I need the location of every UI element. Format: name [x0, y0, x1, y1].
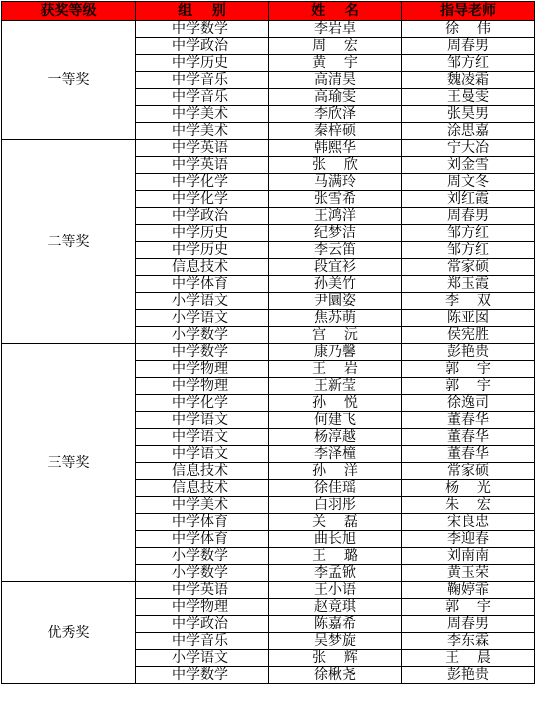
student-name-cell: 关 磊 [269, 514, 402, 531]
student-name-cell: 黄 宇 [269, 55, 402, 72]
student-name-cell: 何建飞 [269, 412, 402, 429]
student-name-cell: 高瑜雯 [269, 89, 402, 106]
student-name-cell: 秦梓硕 [269, 123, 402, 140]
group-cell: 小学语文 [136, 293, 269, 310]
group-cell: 中学政治 [136, 38, 269, 55]
advisor-cell: 李东霖 [402, 633, 535, 650]
student-name-cell: 王 璐 [269, 548, 402, 565]
group-cell: 中学化学 [136, 174, 269, 191]
student-name-cell: 王 岩 [269, 361, 402, 378]
group-cell: 中学体育 [136, 276, 269, 293]
group-cell: 中学英语 [136, 157, 269, 174]
table-body [2, 21, 535, 684]
student-name-cell: 李岩卓 [269, 21, 402, 38]
group-cell: 中学英语 [136, 140, 269, 157]
table-row [2, 582, 535, 599]
group-cell: 中学美术 [136, 123, 269, 140]
group-cell: 中学数学 [136, 667, 269, 684]
advisor-cell: 黄玉荣 [402, 565, 535, 582]
advisor-cell: 邹方红 [402, 225, 535, 242]
group-cell: 中学化学 [136, 395, 269, 412]
group-cell: 中学数学 [136, 21, 269, 38]
group-cell: 信息技术 [136, 259, 269, 276]
group-cell: 信息技术 [136, 463, 269, 480]
group-cell: 中学历史 [136, 225, 269, 242]
advisor-cell: 张昊男 [402, 106, 535, 123]
student-name-cell: 杨淳越 [269, 429, 402, 446]
advisor-cell: 王曼雯 [402, 89, 535, 106]
group-cell: 小学语文 [136, 650, 269, 667]
advisor-cell: 周春男 [402, 616, 535, 633]
group-cell: 中学物理 [136, 599, 269, 616]
advisor-cell: 邹方红 [402, 55, 535, 72]
student-name-cell: 张雪希 [269, 191, 402, 208]
header-group: 组 别 [136, 2, 269, 21]
student-name-cell: 张 欣 [269, 157, 402, 174]
group-cell: 小学数学 [136, 565, 269, 582]
award-table [1, 1, 535, 684]
award-level-cell: 优秀奖 [2, 582, 136, 684]
student-name-cell: 王小语 [269, 582, 402, 599]
group-cell: 中学体育 [136, 531, 269, 548]
table-row [2, 344, 535, 361]
student-name-cell: 曲长旭 [269, 531, 402, 548]
advisor-cell: 鞠婷霏 [402, 582, 535, 599]
advisor-cell: 周春男 [402, 208, 535, 225]
student-name-cell: 孙 悦 [269, 395, 402, 412]
group-cell: 小学语文 [136, 310, 269, 327]
student-name-cell: 徐佳瑶 [269, 480, 402, 497]
group-cell: 小学数学 [136, 548, 269, 565]
advisor-cell: 邹方红 [402, 242, 535, 259]
header-award-level: 获奖等级 [2, 2, 136, 21]
group-cell: 中学政治 [136, 208, 269, 225]
advisor-cell: 周文冬 [402, 174, 535, 191]
student-name-cell: 段宜衫 [269, 259, 402, 276]
student-name-cell: 白羽彤 [269, 497, 402, 514]
advisor-cell: 刘红霞 [402, 191, 535, 208]
student-name-cell: 李泽橦 [269, 446, 402, 463]
group-cell: 中学美术 [136, 106, 269, 123]
student-name-cell: 孙美竹 [269, 276, 402, 293]
advisor-cell: 周春男 [402, 38, 535, 55]
student-name-cell: 宫 沅 [269, 327, 402, 344]
advisor-cell: 杨 光 [402, 480, 535, 497]
advisor-cell: 宁大冶 [402, 140, 535, 157]
advisor-cell: 涂思嘉 [402, 123, 535, 140]
advisor-cell: 董春华 [402, 446, 535, 463]
advisor-cell: 郑玉霞 [402, 276, 535, 293]
student-name-cell: 徐楸尧 [269, 667, 402, 684]
group-cell: 中学音乐 [136, 89, 269, 106]
advisor-cell: 陈亚囡 [402, 310, 535, 327]
group-cell: 中学美术 [136, 497, 269, 514]
advisor-cell: 宋良忠 [402, 514, 535, 531]
group-cell: 中学历史 [136, 55, 269, 72]
student-name-cell: 尹圜姿 [269, 293, 402, 310]
advisor-cell: 彭艳贵 [402, 344, 535, 361]
group-cell: 中学语文 [136, 429, 269, 446]
group-cell: 中学英语 [136, 582, 269, 599]
advisor-cell: 刘南南 [402, 548, 535, 565]
group-cell: 中学物理 [136, 361, 269, 378]
advisor-cell: 刘金雪 [402, 157, 535, 174]
advisor-cell: 王 晨 [402, 650, 535, 667]
student-name-cell: 吴梦旋 [269, 633, 402, 650]
student-name-cell: 李欣泽 [269, 106, 402, 123]
advisor-cell: 郭 宇 [402, 378, 535, 395]
student-name-cell: 周 宏 [269, 38, 402, 55]
student-name-cell: 赵竟琪 [269, 599, 402, 616]
group-cell: 中学政治 [136, 616, 269, 633]
student-name-cell: 高清昊 [269, 72, 402, 89]
student-name-cell: 王鸿洋 [269, 208, 402, 225]
advisor-cell: 魏凌霜 [402, 72, 535, 89]
table-row [2, 21, 535, 38]
group-cell: 中学体育 [136, 514, 269, 531]
group-cell: 中学物理 [136, 378, 269, 395]
advisor-cell: 侯宪胜 [402, 327, 535, 344]
student-name-cell: 王新莹 [269, 378, 402, 395]
student-name-cell: 张 辉 [269, 650, 402, 667]
advisor-cell: 徐 伟 [402, 21, 535, 38]
group-cell: 中学音乐 [136, 633, 269, 650]
header-name: 姓 名 [269, 2, 402, 21]
group-cell: 信息技术 [136, 480, 269, 497]
student-name-cell: 李孟锨 [269, 565, 402, 582]
student-name-cell: 韩熙华 [269, 140, 402, 157]
student-name-cell: 陈嘉希 [269, 616, 402, 633]
award-level-cell: 一等奖 [2, 21, 136, 140]
advisor-cell: 徐逸司 [402, 395, 535, 412]
student-name-cell: 康乃馨 [269, 344, 402, 361]
award-level-cell: 二等奖 [2, 140, 136, 344]
advisor-cell: 董春华 [402, 412, 535, 429]
advisor-cell: 常家硕 [402, 259, 535, 276]
group-cell: 中学音乐 [136, 72, 269, 89]
group-cell: 中学数学 [136, 344, 269, 361]
advisor-cell: 郭 宇 [402, 599, 535, 616]
advisor-cell: 常家硕 [402, 463, 535, 480]
header-advisor: 指导老师 [402, 2, 535, 21]
advisor-cell: 李迎春 [402, 531, 535, 548]
table-row [2, 140, 535, 157]
group-cell: 中学语文 [136, 412, 269, 429]
student-name-cell: 纪梦洁 [269, 225, 402, 242]
advisor-cell: 彭艳贵 [402, 667, 535, 684]
advisor-cell: 董春华 [402, 429, 535, 446]
award-level-cell: 三等奖 [2, 344, 136, 582]
group-cell: 小学数学 [136, 327, 269, 344]
table-header-row [2, 2, 535, 21]
student-name-cell: 马满玲 [269, 174, 402, 191]
advisor-cell: 郭 宇 [402, 361, 535, 378]
student-name-cell: 焦苏萌 [269, 310, 402, 327]
group-cell: 中学化学 [136, 191, 269, 208]
advisor-cell: 李 双 [402, 293, 535, 310]
group-cell: 中学历史 [136, 242, 269, 259]
student-name-cell: 李云笛 [269, 242, 402, 259]
group-cell: 中学语文 [136, 446, 269, 463]
student-name-cell: 孙 洋 [269, 463, 402, 480]
advisor-cell: 朱 宏 [402, 497, 535, 514]
